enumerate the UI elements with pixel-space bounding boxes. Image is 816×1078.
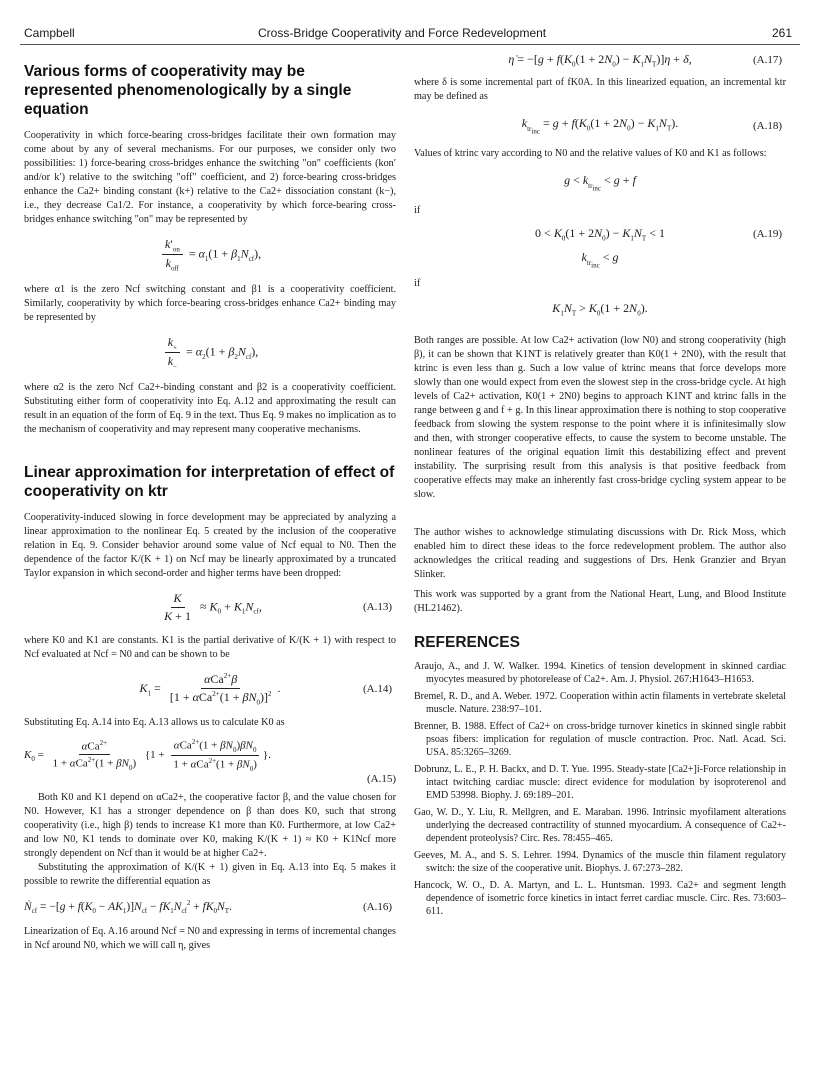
equation-number: (A.13) <box>362 601 392 614</box>
inequality-range-1: $g < k_{tr_{inc}} < g + f$ <box>564 173 636 192</box>
equation-a15: $K_0$ = $\frac{\alpha Ca^{2+}}{1 + \alpha Ca^{2+}(1 + \beta N_0)}$ {1 + $\frac{\alpha Ca^{2+}(1 + \beta N_0)\beta N_0}{1 + \alpha Ca^{2+}(1 + \beta N_0)}$ }. (A.15) <box>24 737 396 785</box>
header-rule <box>20 44 800 45</box>
equation-number: (A.16) <box>362 900 392 913</box>
running-title: Cross-Bridge Cooperativity and Force Redevelopment <box>258 26 547 40</box>
paragraph: Substituting Eq. A.14 into Eq. A.13 allows us to calculate K0 as <box>24 716 285 728</box>
left-column <box>24 58 396 953</box>
paragraph: where δ is some incremental part of fK0A. In this linearized equation, an incremental ktr may be defined as <box>414 77 786 103</box>
equation-a19: $0 < K_0(1 + 2N_0) - K_1N_T < 1$ (A.19) <box>535 225 782 243</box>
reference-item: Araujo, A., and J. W. Walker. 1994. Kinetics of tension development in skinned cardiac myocytes measured by photorelease of Ca2+. Am. J. Physiol. 267:H1643–H1653. <box>414 660 786 685</box>
paragraph: Cooperativity in which force-bearing cross-bridges facilitate their own formation may come about by any of several mechanisms. For our purposes, we consider only two possibilities: 1) force-bearing cross-bridges enhance the switching "on" coefficients (kon′ and/or k′) relative to the switching "off" coefficient, and 2) force-bearing cross-bridges enhance the Ca2+ binding constant (k+) relative to the Ca2+ dissociation constant (k−), i.e., they decrease Ca1/2. For instance, a cooperativity by which force-bearing cross-bridges enhance switching "on" may be represented by <box>24 130 396 225</box>
paragraph: Values of ktrinc vary according to N0 and the relative values of K0 and K1 as follows: <box>414 148 767 160</box>
running-author: Campbell <box>24 26 75 40</box>
equation-number: (A.19) <box>752 228 782 241</box>
reference-list <box>414 660 786 918</box>
paragraph: Both ranges are possible. At low Ca2+ activation (low N0) and strong cooperativity (high β), it can be shown that K1NT is relatively greater than K0(1 + 2N0), with the result that ktrinc is even less than g. Such a low value of ktrinc means that force develops more slowly than one would expect from even the slowest step in the cross-bridge cycle. At high levels of Ca2+ activation, K0(1 + 2N0) begins to approach K1NT and ktrinc falls in the range between g and f + g. In this linear approximation there is nothing to stop cooperative feedback from slowing the system response to the point where it is infinitesimally slow and then, with stronger cooperative effects, to cause the system to become unstable. The nonlinear features of the original equation limit this destabilizing effect and prevent instability. The surprising result from this analysis is that positive feedback from cooperative effects may make an inherently fast cross-bridge cycling system appear to be slow. <box>414 334 786 500</box>
reference-item: Hancock, W. O., D. A. Martyn, and L. L. Huntsman. 1993. Ca2+ and segment length dependence of isometric force kinetics in intact ferret cardiac muscle. Circ. Res. 73:603–611. <box>414 879 786 917</box>
equation-a14: $K_1$ = $\frac{\alpha Ca^{2+}\beta}{[1 + \alpha Ca^{2+}(1 + \beta N_0)]^2}$ . (A.14) <box>139 671 392 706</box>
reference-item: Bremel, R. D., and A. Weber. 1972. Cooperation within actin filaments in vertebrate skeletal muscle. Nature. 238:97–101. <box>414 690 786 715</box>
equation-kplus: $\frac{k_+}{k_-}$ = $\alpha_2(1 + \beta_2N_{cf})$, <box>24 335 396 371</box>
references-heading: REFERENCES <box>414 633 520 651</box>
page-number: 261 <box>772 26 793 40</box>
equation-a17: η̇ = $-[g + f(K_0(1 + 2N_0) - K_1N_T)]\eta + \delta$, (A.17) <box>508 52 782 69</box>
reference-item: Brenner, B. 1988. Effect of Ca2+ on cross-bridge turnover kinetics in skinned single rabbit psoas fibers: implication for regulation of muscle contraction. Proc. Natl. Acad. Sci. USA. 85:3265–3269. <box>414 720 786 758</box>
equation-number: (A.17) <box>752 54 782 67</box>
paragraph: where α1 is the zero Ncf switching constant and β1 is a cooperativity coefficient. Similarly, cooperativity by which force-bearing cross-bridges enhance Ca2+ binding may be represented by <box>24 283 396 323</box>
reference-item: Geeves, M. A., and S. S. Lehrer. 1994. Dynamics of the muscle thin filament regulatory switch: the size of the cooperative unit. Biophys. J. 67:273–282. <box>414 849 786 874</box>
equation-a18: $k_{tr_{inc}} = g + f(K_0(1 + 2N_0) - K_1N_T)$. (A.18) <box>521 116 782 136</box>
paragraph: where α2 is the zero Ncf Ca2+-binding constant and β2 is a cooperativity coefficient. Substituting either form of cooperativity into Eq. A.12 and approximating the result can result in an equation of the form of Eq. 9 in the text. Thus Eq. 9 makes no implication as to the mechanism of cooperativity and may represent many cooperative mechanisms. <box>24 381 396 435</box>
acknowledgment: The author wishes to acknowledge stimulating discussions with Dr. Rick Moss, which enabled him to direct these ideas to the force redevelopment problem. The author also acknowledges the critical reading and suggestions of Drs. Henk Granzier and Bryan Slinker. <box>414 526 786 580</box>
paragraph: Cooperativity-induced slowing in force development may be appreciated by analyzing a linear approximation to the nonlinear Eq. 5 created by the inclusion of the cooperative relation in Eq. 9. Consider behavior around some value of Ncf equal to N0. Then the dependence of the factor K/(K + 1) on Ncf may be linearly approximated by a truncated Taylor expansion in which second-order and higher terms have been dropped: <box>24 511 396 579</box>
paragraph: where K0 and K1 are constants. K1 is the partial derivative of K/(K + 1) with respect to Ncf evaluated at Ncf = N0 and can be shown to be <box>24 634 396 660</box>
section-heading-cooperativity: Various forms of cooperativity may be represented phenomenologically by a single equation <box>24 63 352 118</box>
funding-note: This work was supported by a grant from the National Heart, Lung, and Blood Institute (HL21462). <box>414 588 786 614</box>
equation-number: (A.18) <box>752 119 782 132</box>
equation-kon: $\frac{k'_{on}}{k_{off}}$ = $\alpha_1(1 + \beta_1N_{cf})$, <box>24 237 396 273</box>
inequality-condition: $K_1N_T > K_0(1 + 2N_0)$. <box>552 301 648 318</box>
equation-a13: $\frac{K}{K + 1}$ ≈ $K_0 + K_1N_{cf}$, (A.13) <box>164 590 392 623</box>
paragraph: Substituting the approximation of K/(K + 1) given in Eq. A.13 into Eq. 5 makes it possible to rewrite the differential equation as <box>24 861 396 887</box>
right-column <box>414 52 786 922</box>
equation-number: (A.15) <box>366 772 396 785</box>
if-label: if <box>414 204 421 216</box>
section-heading-linear: Linear approximation for interpretation of effect of cooperativity on ktr <box>24 463 395 500</box>
equation-number: (A.14) <box>362 682 392 695</box>
reference-item: Dobrunz, L. E., P. H. Backx, and D. T. Yue. 1995. Steady-state [Ca2+]i-Force relationship in intact twitching cardiac muscle: direct evidence for modulation by isoproterenol and EMD 53998. Biophy. J. 69:189–201. <box>414 763 786 801</box>
paragraph: Both K0 and K1 depend on αCa2+, the cooperative factor β, and the value chosen for N0. However, K1 has a stronger dependence on β than does K0, such that strong cooperativity (i.e., high β) tends to increase K1 more than K0. Furthermore, at low Ca2+ and low N0, K1 tends to dominate over K0, making K/(K + 1) ≈ K0 + K1Ncf more strongly dependent on Ncf than it would be at higher Ca2+. <box>24 791 396 859</box>
equation-a16: Ṅ$_{cf}$ = $-[g + f(K_0 - AK_1)]N_{cf} - fK_1N_{cf}^2 + fK_0N_T$. (A.16) <box>24 898 392 915</box>
inequality-range-2: $k_{tr_{inc}} < g$ <box>581 250 619 270</box>
if-label: if <box>414 278 421 290</box>
reference-item: Gao, W. D., Y. Liu, R. Mellgren, and E. Maraban. 1996. Intrinsic myofilament alterations underlying the decreased contractility of stunned myocardium. A consequence of Ca2+-dependent proteolysis? Circ. Res. 78:455–465. <box>414 806 786 844</box>
paragraph: Linearization of Eq. A.16 around Ncf = N0 and expressing in terms of incremental changes in Ncf around N0, which we will call η, gives <box>24 925 396 951</box>
